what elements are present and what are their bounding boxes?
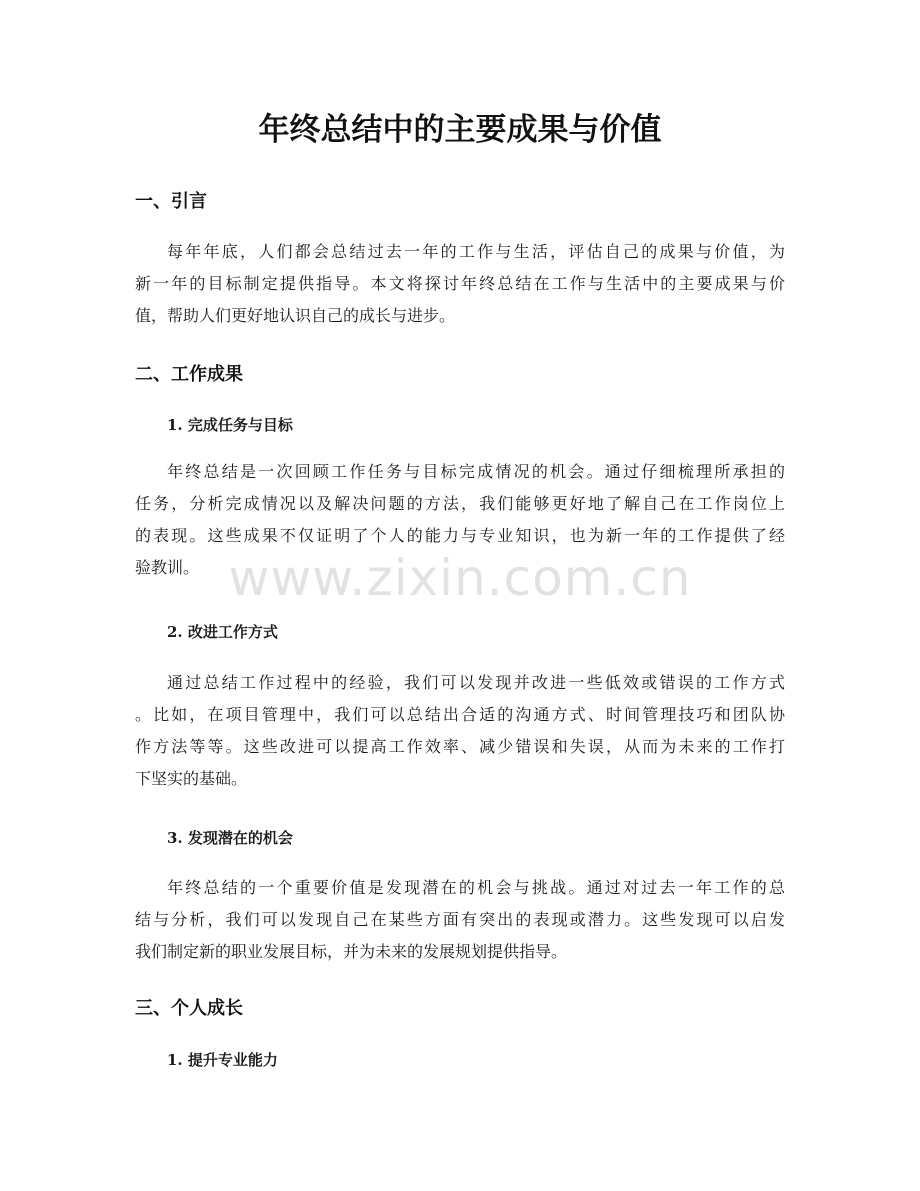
- intro-paragraph: [135, 236, 785, 332]
- paragraph-line: 。比如，在项目管理中，我们可以总结出合适的沟通方式、时间管理技巧和团队协: [135, 705, 785, 724]
- subheading-professional-skills: 1. 提升专业能力: [167, 1051, 278, 1069]
- discover-opportunities-paragraph: [135, 872, 785, 968]
- paragraph-line: 年终总结是一次回顾工作任务与目标完成情况的机会。通过仔细梳理所承担的: [167, 462, 785, 481]
- subheading-discover-opportunities: 3. 发现潜在的机会: [167, 829, 293, 847]
- subheading-improve-methods: 2. 改进工作方式: [167, 623, 278, 641]
- section-heading-intro: 一、引言: [135, 191, 207, 212]
- section-heading-work: 二、工作成果: [135, 364, 243, 385]
- subheading-complete-tasks: 1. 完成任务与目标: [167, 416, 293, 434]
- paragraph-line: 通过总结工作过程中的经验，我们可以发现并改进一些低效或错误的工作方式: [167, 673, 785, 692]
- paragraph-line: 值，帮助人们更好地认识自己的成长与进步。: [135, 306, 456, 325]
- improve-methods-paragraph: [135, 667, 785, 795]
- watermark: www.zixin.com.cn: [228, 549, 692, 607]
- paragraph-line: 新一年的目标制定提供指导。本文将探讨年终总结在工作与生活中的主要成果与价: [135, 274, 785, 293]
- paragraph-line: 每年年底，人们都会总结过去一年的工作与生活，评估自己的成果与价值，为: [167, 242, 785, 261]
- paragraph-line: 年终总结的一个重要价值是发现潜在的机会与挑战。通过对过去一年工作的总: [167, 878, 785, 897]
- paragraph-line: 作方法等等。这些改进可以提高工作效率、减少错误和失误，从而为未来的工作打: [135, 737, 785, 756]
- paragraph-line: 验教训。: [135, 558, 200, 577]
- paragraph-line: 任务，分析完成情况以及解决问题的方法，我们能够更好地了解自己在工作岗位上: [135, 494, 785, 513]
- section-heading-growth: 三、个人成长: [135, 998, 243, 1019]
- document-title: 年终总结中的主要成果与价值: [258, 112, 662, 148]
- paragraph-line: 结与分析，我们可以发现自己在某些方面有突出的表现或潜力。这些发现可以启发: [135, 910, 785, 929]
- paragraph-line: 的表现。这些成果不仅证明了个人的能力与专业知识，也为新一年的工作提供了经: [135, 526, 785, 545]
- paragraph-line: 我们制定新的职业发展目标，并为未来的发展规划提供指导。: [135, 942, 568, 961]
- complete-tasks-paragraph: [135, 456, 785, 584]
- paragraph-line: 下坚实的基础。: [135, 769, 248, 788]
